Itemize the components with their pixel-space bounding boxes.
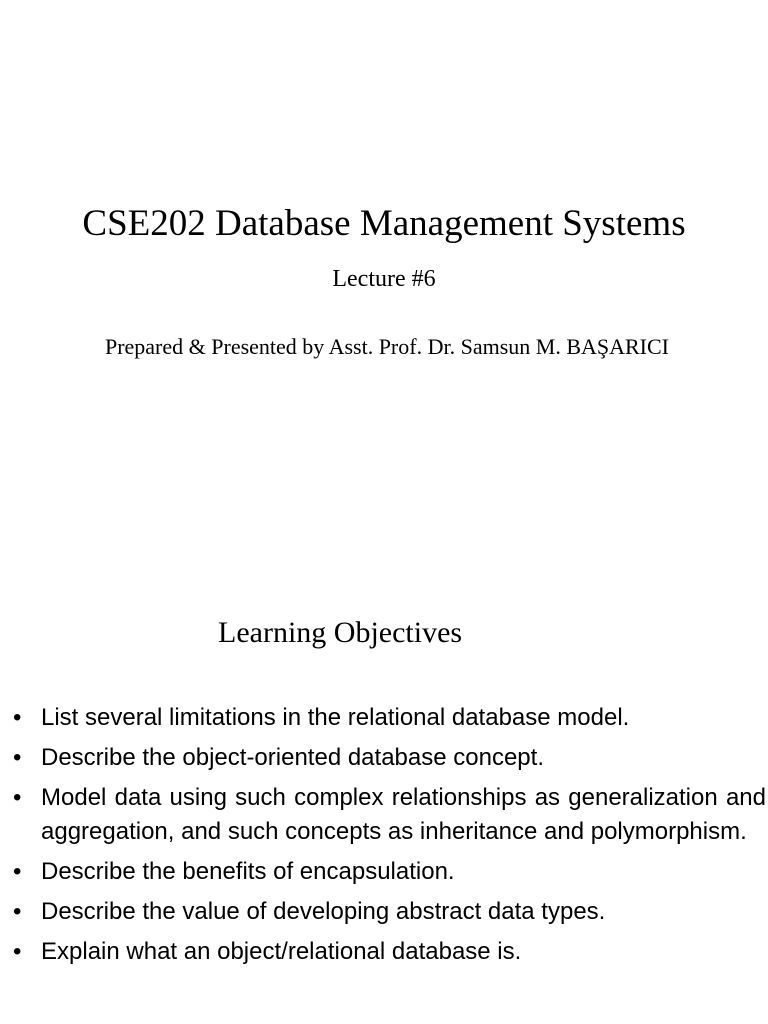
presenter-line: Prepared & Presented by Asst. Prof. Dr. Samsun M. BAŞARICI xyxy=(104,334,670,359)
list-item-text: List several limitations in the relational database model. xyxy=(41,704,630,731)
list-item-text: Describe the object-oriented database concept. xyxy=(41,744,544,771)
bullet-icon: • xyxy=(13,938,22,965)
list-item xyxy=(13,701,766,735)
objectives-heading: Learning Objectives xyxy=(218,616,463,649)
list-item xyxy=(13,935,766,969)
objectives-list xyxy=(13,701,766,975)
list-item xyxy=(13,741,766,775)
list-item-text: Model data using such complex relationships as generalization and aggregation, and such concepts as inheritance and polymorphism. xyxy=(41,784,766,845)
list-item-text: Describe the benefits of encapsulation. xyxy=(41,858,455,885)
bullet-icon: • xyxy=(13,704,22,731)
bullet-icon: • xyxy=(13,784,22,811)
bullet-icon: • xyxy=(13,744,22,771)
list-item xyxy=(13,781,766,849)
list-item-text: Describe the value of developing abstract data types. xyxy=(41,898,606,925)
lecture-number: Lecture #6 xyxy=(332,266,436,292)
slide-title: CSE202 Database Management Systems xyxy=(82,203,686,244)
bullet-icon: • xyxy=(13,858,22,885)
list-item xyxy=(13,855,766,889)
list-item xyxy=(13,895,766,929)
list-item-text: Explain what an object/relational database is. xyxy=(41,938,522,965)
objectives-slide xyxy=(0,580,768,1024)
bullet-icon: • xyxy=(13,898,22,925)
